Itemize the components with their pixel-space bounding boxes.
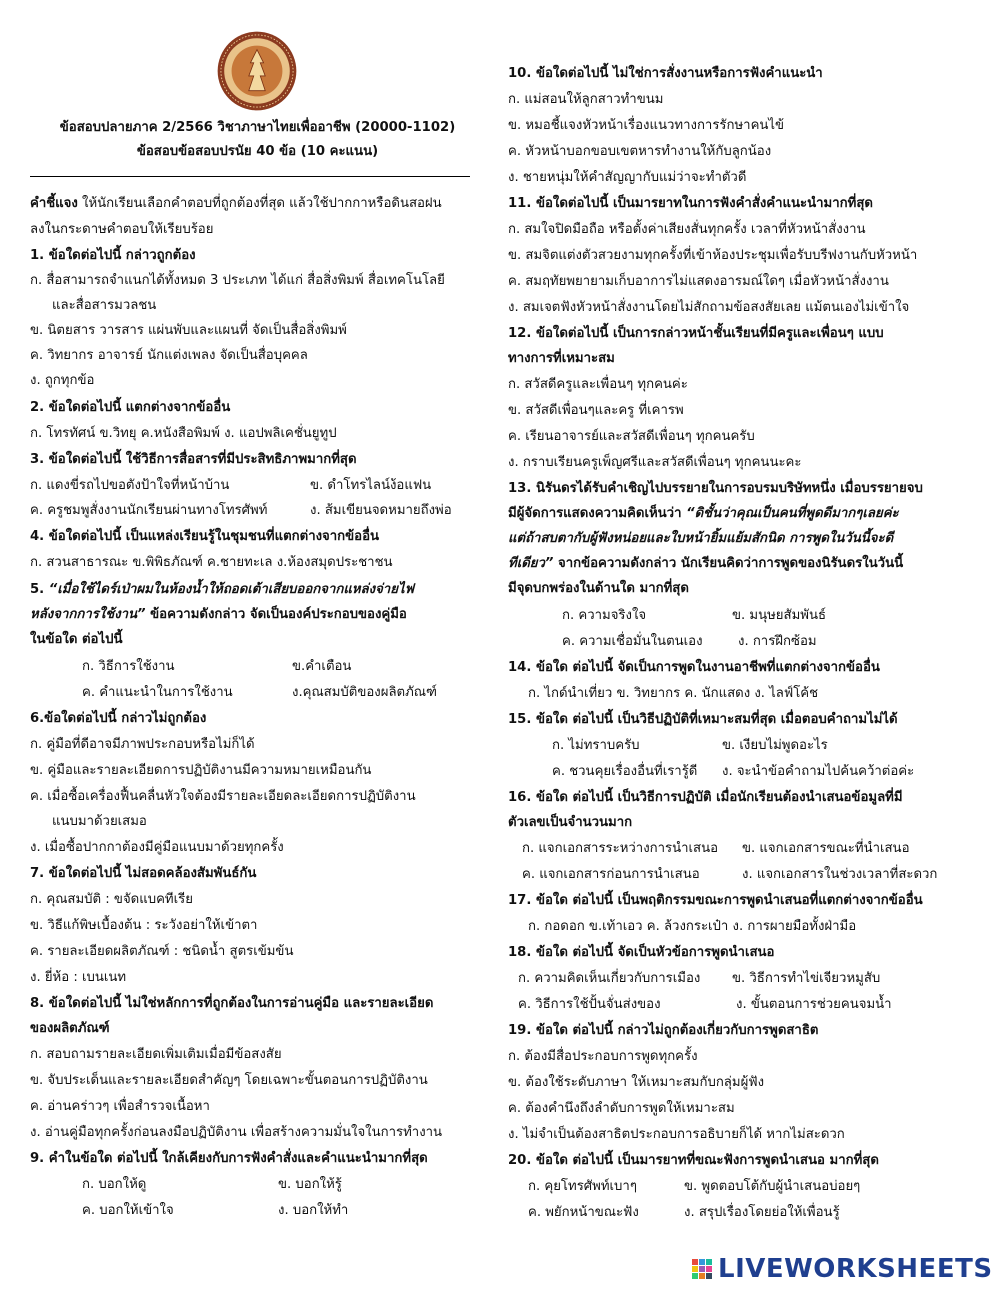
q19-choice-a[interactable]: ก. ต้องมีสื่อประกอบการพูดทุกครั้ง [508,1049,698,1064]
q13-choice-c[interactable]: ค. ความเชื่อมั่นในตนเอง [562,634,703,649]
exam-title: ข้อสอบปลายภาค 2/2566 วิชาภาษาไทยเพื่ออาชีพ (20000-1102) [59,120,456,135]
q1-choice-c[interactable]: ค. วิทยากร อาจารย์ นักแต่งเพลง จัดเป็นสื่อบุคคล [30,348,308,363]
q13-choice-d[interactable]: ง. การฝึกซ้อม [738,634,817,649]
question-8-line-2: ของผลิตภัณฑ์ [30,1021,110,1036]
q11-choice-c[interactable]: ค. สมฤทัยพยายามเก็บอาการไม่แสดงอารมณ์ใดๆ เมื่อหัวหน้าสั่งงาน [508,274,889,289]
question-13-line-3: แต่ถ้าสบตากับผู้ฟังหน่อยและใบหน้ายิ้มแย้มสักนิด การพูดในวันนี้จะดี [508,531,894,546]
q3-choice-c[interactable]: ค. ครูชมพูสั่งงานนักเรียนผ่านทางโทรศัพท์ [30,503,268,518]
q18-choice-a[interactable]: ก. ความคิดเห็นเกี่ยวกับการเมือง [518,971,701,986]
q1-choice-b[interactable]: ข. นิตยสาร วารสาร แผ่นพับและแผนที่ จัดเป็นสื่อสิ่งพิมพ์ [30,323,347,338]
q16-choice-a[interactable]: ก. แจกเอกสารระหว่างการนำเสนอ [522,841,719,856]
q1-choice-a-cont: และสื่อสารมวลชน [52,298,157,313]
q2-choices[interactable]: ก. โทรทัศน์ ข.วิทยุ ค.หนังสือพิมพ์ ง. แอปพลิเคชั่นยูทูป [30,426,337,441]
question-3: 3. ข้อใดต่อไปนี้ ใช้วิธีการสื่อสารที่มีประสิทธิภาพมากที่สุด [30,452,357,467]
q8-choice-a[interactable]: ก. สอบถามรายละเอียดเพิ่มเติมเมื่อมีข้อสงสัย [30,1047,282,1062]
q6-choice-a[interactable]: ก. คู่มือที่ดีอาจมีภาพประกอบหรือไม่ก็ได้ [30,737,255,752]
q5-choice-b[interactable]: ข.คำเตือน [292,659,352,674]
q18-choice-c[interactable]: ค. วิธีการใช้ปั้นจั่นส่งของ [518,997,661,1012]
q6-choice-b[interactable]: ข. คู่มือและรายละเอียดการปฏิบัติงานมีความหมายเหมือนกัน [30,763,372,778]
q12-choice-c[interactable]: ค. เรียนอาจารย์และสวัสดีเพื่อนๆ ทุกคนครับ [508,429,755,444]
question-2: 2. ข้อใดต่อไปนี้ แตกต่างจากข้ออื่น [30,400,231,415]
q5-choice-d[interactable]: ง.คุณสมบัติของผลิตภัณฑ์ [292,685,437,700]
question-7: 7. ข้อใดต่อไปนี้ ไม่สอดคล้องสัมพันธ์กัน [30,866,257,881]
q1-choice-a[interactable]: ก. สื่อสามารถจำแนกได้ทั้งหมด 3 ประเภท ได้แก่ สื่อสิ่งพิมพ์ สื่อเทคโนโลยี [30,273,445,288]
q12-choice-d[interactable]: ง. กราบเรียนครูเพ็ญศรีและสวัสดีเพื่อนๆ ทุกคนนะคะ [508,455,802,470]
q10-choice-d[interactable]: ง. ชายหนุ่มให้คำสัญญากับแม่ว่าจะทำตัวดี [508,170,747,185]
question-11: 11. ข้อใดต่อไปนี้ เป็นมารยาทในการฟังคำสั่งคำแนะนำมากที่สุด [508,196,873,211]
question-1: 1. ข้อใดต่อไปนี้ กล่าวถูกต้อง [30,248,196,263]
q13-choice-b[interactable]: ข. มนุษยสัมพันธ์ [732,608,827,623]
q15-choice-d[interactable]: ง. จะนำข้อคำถามไปค้นคว้าต่อค่ะ [722,764,915,779]
question-19: 19. ข้อใด ต่อไปนี้ กล่าวไม่ถูกต้องเกี่ยวกับการพูดสาธิต [508,1023,819,1038]
q8-choice-b[interactable]: ข. จับประเด็นและรายละเอียดสำคัญๆ โดยเฉพาะขั้นตอนการปฏิบัติงาน [30,1073,428,1088]
q16-choice-c[interactable]: ค. แจกเอกสารก่อนการนำเสนอ [522,867,700,882]
question-18: 18. ข้อใด ต่อไปนี้ จัดเป็นหัวข้อการพูดนำเสนอ [508,945,775,960]
question-12-line-1: 12. ข้อใดต่อไปนี้ เป็นการกล่าวหน้าชั้นเรียนที่มีครูและเพื่อนๆ แบบ [508,326,884,341]
exam-subtitle: ข้อสอบข้อสอบปรนัย 40 ข้อ (10 คะแนน) [136,144,379,159]
header-divider [30,176,470,177]
q12-choice-a[interactable]: ก. สวัสดีครูและเพื่อนๆ ทุกคนค่ะ [508,377,688,392]
question-12-line-2: ทางการที่เหมาะสม [508,351,615,366]
question-17: 17. ข้อใด ต่อไปนี้ เป็นพฤติกรรมขณะการพูดนำเสนอที่แตกต่างจากข้ออื่น [508,893,923,908]
question-16-line-2: ตัวเลขเป็นจำนวนมาก [508,815,633,830]
q3-choice-d[interactable]: ง. ส้มเขียนจดหมายถึงพ่อ [310,503,452,518]
q20-choice-d[interactable]: ง. สรุปเรื่องโดยย่อให้เพื่อนรู้ [684,1205,840,1220]
q10-choice-b[interactable]: ข. หมอชี้แจงหัวหน้าเรื่องแนวทางการรักษาคนไข้ [508,118,785,133]
q18-choice-b[interactable]: ข. วิธีการทำไข่เจียวหมูสับ [732,971,881,986]
question-5-line-3: ในข้อใด ต่อไปนี้ [30,632,123,647]
q5-choice-a[interactable]: ก. วิธีการใช้งาน [82,659,175,674]
instructions-line-2: ลงในกระดาษคำตอบให้เรียบร้อย [30,222,214,237]
q11-choice-a[interactable]: ก. สมใจปิดมือถือ หรือตั้งค่าเสียงสั่นทุกครั้ง เวลาที่หัวหน้าสั่งงาน [508,222,866,237]
question-6: 6.ข้อใดต่อไปนี้ กล่าวไม่ถูกต้อง [30,711,207,726]
q9-choice-a[interactable]: ก. บอกให้ดู [82,1177,147,1192]
q11-choice-b[interactable]: ข. สมจิตแต่งตัวสวยงามทุกครั้งที่เข้าห้องประชุมเพื่อรับบรีฟงานกับหัวหน้า [508,248,918,263]
q13-choice-a[interactable]: ก. ความจริงใจ [562,608,647,623]
q5-choice-c[interactable]: ค. คำแนะนำในการใช้งาน [82,685,233,700]
q20-choice-c[interactable]: ค. พยักหน้าขณะฟัง [528,1205,639,1220]
q7-choice-d[interactable]: ง. ยี่ห้อ : เบนเนท [30,970,127,985]
college-logo [216,30,298,112]
question-8-line-1: 8. ข้อใดต่อไปนี้ ไม่ใช่หลักการที่ถูกต้องในการอ่านคู่มือ และรายละเอียด [30,996,434,1011]
q15-choice-c[interactable]: ค. ชวนคุยเรื่องอื่นที่เรารู้ดี [552,764,698,779]
instructions-line-1: คำชี้แจง ให้นักเรียนเลือกคำตอบที่ถูกต้องที่สุด แล้วใช้ปากกาหรือดินสอฝน [30,196,442,211]
q9-choice-c[interactable]: ค. บอกให้เข้าใจ [82,1203,174,1218]
q4-choices[interactable]: ก. สวนสาธารณะ ข.พิพิธภัณฑ์ ค.ชายทะเล ง.ห้องสมุดประชาชน [30,555,393,570]
q3-choice-a[interactable]: ก. แดงขี่รถไปขอตังป้าใจที่หน้าบ้าน [30,478,230,493]
q19-choice-b[interactable]: ข. ต้องใช้ระดับภาษา ให้เหมาะสมกับกลุ่มผู้ฟัง [508,1075,765,1090]
question-5-line-2: หลังจากการใช้งาน” ข้อความดังกล่าว จัดเป็นองค์ประกอบของคู่มือ [30,607,407,622]
liveworksheets-logo-icon [692,1257,714,1281]
q8-choice-d[interactable]: ง. อ่านคู่มือทุกครั้งก่อนลงมือปฏิบัติงาน เพื่อสร้างความมั่นใจในการทำงาน [30,1125,443,1140]
question-13-line-1: 13. นิรันดรได้รับคำเชิญไปบรรยายในการอบรมบริษัทหนึ่ง เมื่อบรรยายจบ [508,481,923,496]
question-10: 10. ข้อใดต่อไปนี้ ไม่ใช่การสั่งงานหรือการฟังคำแนะนำ [508,66,823,81]
question-20: 20. ข้อใด ต่อไปนี้ เป็นมารยาทที่ขณะฟังการพูดนำเสนอ มากที่สุด [508,1153,879,1168]
q14-choices[interactable]: ก. ไกด์นำเที่ยว ข. วิทยากร ค. นักแสดง ง. ไลฟ์โค้ช [528,686,819,701]
q20-choice-a[interactable]: ก. คุยโทรศัพท์เบาๆ [528,1179,637,1194]
q12-choice-b[interactable]: ข. สวัสดีเพื่อนๆและครู ที่เคารพ [508,403,684,418]
q7-choice-a[interactable]: ก. คุณสมบัติ : ขจัดแบคทีเรีย [30,892,193,907]
q16-choice-b[interactable]: ข. แจกเอกสารขณะที่นำเสนอ [742,841,910,856]
instructions-label: คำชี้แจง [30,196,78,211]
question-13-line-5: มีจุดบกพร่องในด้านใด มากที่สุด [508,581,689,596]
question-14: 14. ข้อใด ต่อไปนี้ จัดเป็นการพูดในงานอาชีพที่แตกต่างจากข้ออื่น [508,660,880,675]
question-5-line-1: 5. “เมื่อใช้ไดร์เป่าผมในห้องน้ำให้ถอดเต้าเสียบออกจากแหล่งจ่ายไฟ [30,582,414,597]
q9-choice-b[interactable]: ข. บอกให้รู้ [278,1177,342,1192]
q15-choice-b[interactable]: ข. เงียบไม่พูดอะไร [722,738,828,753]
q16-choice-d[interactable]: ง. แจกเอกสารในช่วงเวลาที่สะดวก [742,867,938,882]
q17-choices[interactable]: ก. กอดอก ข.เท้าเอว ค. ล้วงกระเป๋า ง. การผายมือทั้งฝ่ามือ [528,919,857,934]
question-15: 15. ข้อใด ต่อไปนี้ เป็นวิธีปฏิบัติที่เหมาะสมที่สุด เมื่อตอบคำถามไม่ได้ [508,712,898,727]
q20-choice-b[interactable]: ข. พูดตอบโต้กับผู้นำเสนอบ่อยๆ [684,1179,861,1194]
question-13-line-2: มีผู้จัดการแสดงความคิดเห็นว่า “ดิชั้นว่าคุณเป็นคนที่พูดดีมากๆเลยค่ะ [508,506,899,521]
q11-choice-d[interactable]: ง. สมเจตฟังหัวหน้าสั่งงานโดยไม่สักถามข้อสงสัยเลย แม้ตนเองไม่เข้าใจ [508,300,910,315]
q3-choice-b[interactable]: ข. ดำโทรไลน์ง้อแฟน [310,478,432,493]
q10-choice-a[interactable]: ก. แม่สอนให้ลูกสาวทำขนม [508,92,664,107]
q7-choice-b[interactable]: ข. วิธีแก้พิษเบื้องต้น : ระวังอย่าให้เข้าตา [30,918,258,933]
q8-choice-c[interactable]: ค. อ่านคร่าวๆ เพื่อสำรวจเนื้อหา [30,1099,210,1114]
q19-choice-c[interactable]: ค. ต้องคำนึงถึงลำดับการพูดให้เหมาะสม [508,1101,735,1116]
watermark-text: LIVEWORKSHEETS [718,1254,993,1284]
question-9: 9. คำในข้อใด ต่อไปนี้ ใกล้เคียงกับการฟังคำสั่งและคำแนะนำมากที่สุด [30,1151,428,1166]
q15-choice-a[interactable]: ก. ไม่ทราบครับ [552,738,640,753]
q19-choice-d[interactable]: ง. ไม่จำเป็นต้องสาธิตประกอบการอธิบายก็ได้ หากไม่สะดวก [508,1127,845,1142]
q6-choice-c-cont: แนบมาด้วยเสมอ [52,814,147,829]
question-4: 4. ข้อใดต่อไปนี้ เป็นแหล่งเรียนรู้ในชุมชนที่แตกต่างจากข้ออื่น [30,529,380,544]
q6-choice-c[interactable]: ค. เมื่อซื้อเครื่องฟื้นคลื่นหัวใจต้องมีรายละเอียดละเอียดการปฏิบัติงาน [30,789,416,804]
q7-choice-c[interactable]: ค. รายละเอียดผลิตภัณฑ์ : ชนิดน้ำ สูตรเข้มข้น [30,944,294,959]
question-16-line-1: 16. ข้อใด ต่อไปนี้ เป็นวิธีการปฏิบัติ เมื่อนักเรียนต้องนำเสนอข้อมูลที่มี [508,790,903,805]
question-13-line-4: ทีเดียว” จากข้อความดังกล่าว นักเรียนคิดว่าการพูดของนิรันดรในวันนี้ [508,556,904,571]
q6-choice-d[interactable]: ง. เมื่อซื้อปากกาต้องมีคู่มือแนบมาด้วยทุกครั้ง [30,840,284,855]
q9-choice-d[interactable]: ง. บอกให้ทำ [278,1203,349,1218]
q18-choice-d[interactable]: ง. ขั้นตอนการช่วยคนจมน้ำ [736,997,892,1012]
q1-choice-d[interactable]: ง. ถูกทุกข้อ [30,373,95,388]
q10-choice-c[interactable]: ค. หัวหน้าบอกขอบเขตหารทำงานให้กับลูกน้อง [508,144,772,159]
